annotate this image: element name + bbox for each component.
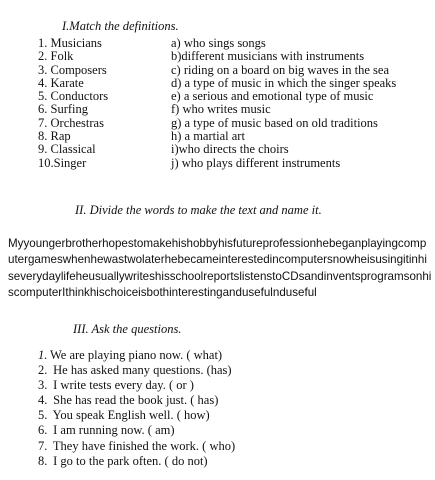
match-table [38,37,428,170]
question-item [38,393,235,408]
question-text: I write tests every day. ( or ) [50,378,194,393]
definition: h) a martial art [171,129,245,144]
definition: f) who writes music [171,102,271,117]
definition: a) who sings songs [171,36,266,50]
questions-list [38,348,235,469]
question-item [38,348,235,363]
definition: g) a type of music based on old traditions [171,115,378,130]
question-number: 4. [38,393,48,408]
question-text: We are playing piano now. ( what) [50,348,223,362]
section2-heading: II. Divide the words to make the text and name it. [75,203,322,217]
question-text: She has read the book just. ( has) [50,393,219,408]
match-row [38,37,428,50]
term: 8. Rap [38,129,71,144]
term: 6. Surfing [38,102,88,117]
term: 4. Karate [38,75,84,90]
question-number: 5. [38,408,48,423]
question-text: I go to the park often. ( do not) [50,453,208,468]
question-text: I am running now. ( am) [50,423,175,438]
question-number: 2. [38,363,48,378]
question-number: 3. [38,378,48,393]
unspaced-text: MyyoungerbrotherhopestomakehishobbyhisfutureprofessionhebeganplayingcomputergameswhenhewastwolaterhebecameinterestedincomputersnowheisusingitinhiseverydaylifeheusuallywriteshisschoolreportslistenstoCDsandinventsprogramsonhiscomputerIthinkhischoiceisbothinterestingandusefulnduseful [8,237,432,300]
match-row [38,50,428,63]
term: 3. Composers [38,62,107,77]
question-number: 6. [38,423,48,438]
term: 10.Singer [38,155,87,170]
question-text: He has asked many questions. (has) [50,363,232,378]
question-number: 7. [38,438,48,453]
term: 2. Folk [38,49,74,64]
match-row [38,64,428,77]
definition: d) a type of music in which the singer speaks [171,75,397,90]
definition: e) a serious and emotional type of music [171,89,374,104]
match-row [38,90,428,103]
section1-heading: I.Match the definitions. [62,19,179,33]
question-item [38,439,235,454]
section3-heading: III. Ask the questions. [73,322,182,336]
definition: b)different musicians with instruments [171,49,365,64]
match-row [38,117,428,130]
question-text: You speak English well. ( how) [50,408,210,423]
definition: i)who directs the choirs [171,142,289,157]
term: 9. Classical [38,142,96,157]
question-text: They have finished the work. ( who) [50,438,236,453]
match-row [38,103,428,116]
definition: j) who plays different instruments [171,155,341,170]
question-number: 1. [38,348,48,362]
question-item [38,454,235,469]
question-item [38,378,235,393]
definition: c) riding on a board on big waves in the sea [171,62,389,77]
term: 1. Musicians [38,36,102,50]
match-row [38,130,428,143]
question-item [38,423,235,438]
match-row [38,77,428,90]
term: 5. Conductors [38,89,109,104]
question-item [38,408,235,423]
term: 7. Orchestras [38,115,104,130]
question-item [38,363,235,378]
match-row [38,157,428,170]
match-row [38,143,428,156]
question-number: 8. [38,453,48,468]
